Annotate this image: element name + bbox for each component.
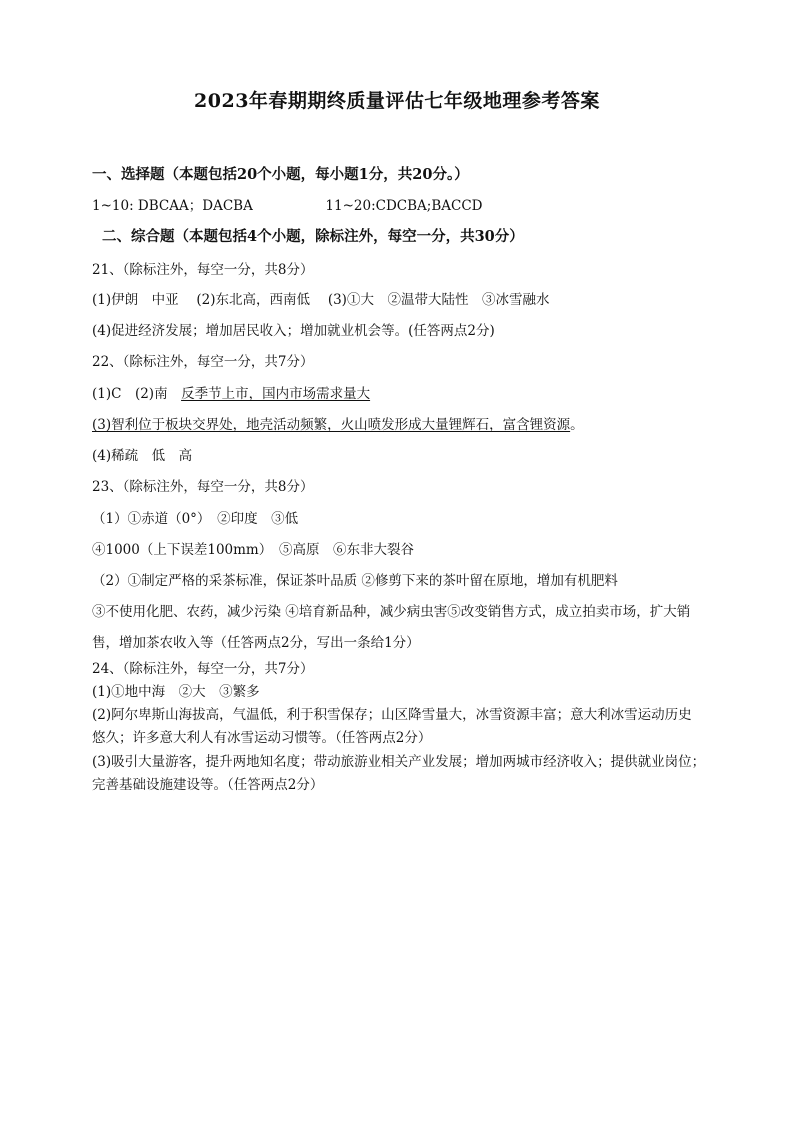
section-1-heading: 一、选择题（本题包括20个小题，每小题1分，共20分。） bbox=[92, 166, 469, 183]
q24-header: 24、（除标注外，每空一分，共7分） bbox=[92, 661, 314, 677]
q21-line-2: (4)促进经济发展；增加居民收入；增加就业机会等。(任答两点2分) bbox=[92, 323, 495, 339]
q23-line-5: 售，增加茶农收入等（任答两点2分，写出一条给1分） bbox=[92, 635, 420, 651]
q23-header: 23、（除标注外，每空一分，共8分） bbox=[92, 479, 314, 495]
q23-line-4: ③不使用化肥、农药，减少污染 ④培育新品种，减少病虫害⑤改变销售方式，成立拍卖市场，扩大销 bbox=[92, 604, 691, 620]
section-1-answers bbox=[92, 197, 483, 215]
q23-line-1: （1）①赤道（0°） ②印度 ③低 bbox=[92, 511, 299, 527]
page-title: 2023年春期期终质量评估七年级地理参考答案 bbox=[194, 90, 600, 112]
q24-line-5: 完善基础设施建设等。（任答两点2分） bbox=[92, 777, 324, 793]
q21-header: 21、（除标注外，每空一分，共8分） bbox=[92, 262, 314, 278]
q22-line-1-prefix: (1)C (2)南 bbox=[92, 386, 182, 402]
q23-line-2: ④1000（上下误差100mm） ⑤高原 ⑥东非大裂谷 bbox=[92, 542, 414, 558]
q22-line-2-underlined: (3)智利位于板块交界处，地壳活动频繁，火山喷发形成大量锂辉石，富含锂资源 bbox=[92, 417, 571, 433]
q22-header: 22、（除标注外，每空一分，共7分） bbox=[92, 354, 314, 370]
q22-line-1 bbox=[92, 385, 370, 403]
q21-line-1: (1)伊朗 中亚 (2)东北高，西南低 (3)①大 ②温带大陆性 ③冰雪融水 bbox=[92, 292, 550, 308]
q22-line-2-suffix: 。 bbox=[570, 417, 584, 433]
q24-line-2: (2)阿尔卑斯山海拔高，气温低，利于积雪保存；山区降雪量大，冰雪资源丰富；意大利冰雪运动历史 bbox=[92, 707, 692, 723]
section-2-heading: 二、综合题（本题包括4个小题，除标注外，每空一分，共30分） bbox=[102, 228, 524, 245]
q22-line-2 bbox=[92, 416, 584, 434]
q24-line-1: (1)①地中海 ②大 ③繁多 bbox=[92, 684, 260, 700]
q24-line-3: 悠久；许多意大利人有冰雪运动习惯等。（任答两点2分） bbox=[92, 730, 432, 746]
q23-line-3: （2）①制定严格的采茶标准，保证茶叶品质 ②修剪下来的茶叶留在原地，增加有机肥料 bbox=[92, 573, 618, 589]
q24-line-4: (3)吸引大量游客，提升两地知名度；带动旅游业相关产业发展；增加两城市经济收入；提供就业岗位； bbox=[92, 754, 706, 770]
answers-1-10: 1~10: DBCAA；DACBA bbox=[92, 198, 253, 214]
q22-line-1-underlined: 反季节上市，国内市场需求量大 bbox=[181, 386, 371, 402]
q22-line-3: (4)稀疏 低 高 bbox=[92, 448, 193, 464]
answers-11-20: 11~20:CDCBA;BACCD bbox=[325, 198, 483, 214]
